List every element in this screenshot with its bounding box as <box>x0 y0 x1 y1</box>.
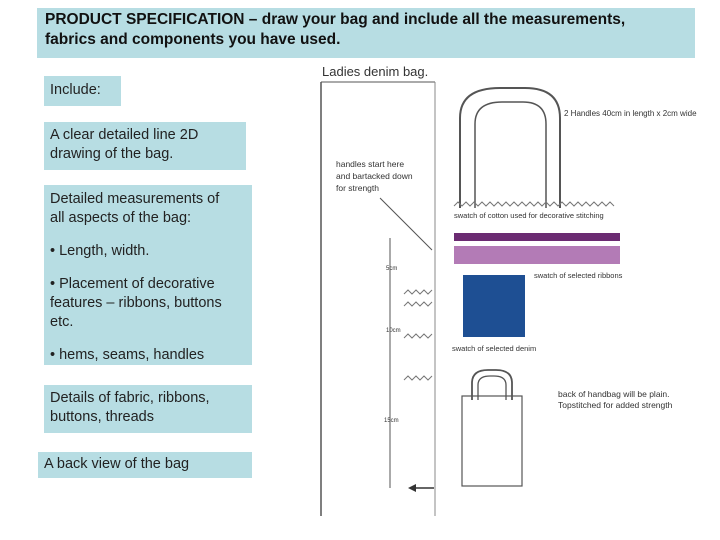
ribbon-swatch-light <box>454 246 620 264</box>
cotton-stitch-swatch <box>454 202 614 206</box>
fabric-text-1: Details of fabric, ribbons, <box>50 390 210 406</box>
handle-start-note-3: for strength <box>336 183 379 193</box>
line-drawing-box <box>44 122 246 170</box>
title-box <box>37 8 695 58</box>
dim-5cm: 5cm <box>386 266 398 272</box>
dim-10cm: 10cm <box>386 328 401 334</box>
ribbon-swatch-dark <box>454 233 620 241</box>
cotton-swatch-label: swatch of cotton used for decorative stitching <box>454 211 604 220</box>
title-line-2: fabrics and components you have used. <box>45 31 341 48</box>
back-note-1: back of handbag will be plain. <box>558 389 670 399</box>
back-view-label: A back view of the bag <box>44 456 190 472</box>
stitch-row-4 <box>404 376 432 380</box>
include-box <box>44 76 121 106</box>
dim-15cm: 15cm <box>384 418 399 424</box>
handle-inner <box>475 102 546 208</box>
back-bag-outline <box>462 396 522 486</box>
back-note-2: Topstitched for added strength <box>558 400 673 410</box>
stitch-row-1 <box>404 290 432 294</box>
measure-text-2: all aspects of the bag: <box>50 210 192 226</box>
handles-note: 2 Handles 40cm in length x 2cm wide <box>564 109 697 118</box>
bullet-length: • Length, width. <box>50 243 150 259</box>
bag-spec-drawing <box>320 58 700 518</box>
bullet-decor-2: features – ribbons, buttons <box>50 295 222 311</box>
bullet-decor-3: etc. <box>50 314 74 330</box>
denim-swatch <box>463 275 525 337</box>
fabric-box <box>44 385 252 433</box>
bottom-arrowhead <box>408 484 416 492</box>
include-label: Include: <box>50 82 101 98</box>
handle-start-leader <box>380 198 432 250</box>
back-view-box <box>38 452 252 478</box>
stitch-row-2 <box>404 302 432 306</box>
handle-start-note-2: and bartacked down <box>336 171 413 181</box>
fabric-text-2: buttons, threads <box>50 409 154 425</box>
measure-text-1: Detailed measurements of <box>50 191 220 207</box>
stitch-row-3 <box>404 334 432 338</box>
title-line-1: PRODUCT SPECIFICATION – draw your bag and include all the measurements, <box>45 11 626 28</box>
denim-swatch-label: swatch of selected denim <box>452 344 537 353</box>
bullet-decor-1: • Placement of decorative <box>50 276 215 292</box>
line-drawing-text-2: drawing of the bag. <box>50 146 174 162</box>
measurements-box <box>44 185 252 365</box>
line-drawing-text-1: A clear detailed line 2D <box>50 127 199 143</box>
sheet-title: Ladies denim bag. <box>322 64 429 79</box>
bullet-hems: • hems, seams, handles <box>50 347 205 363</box>
ribbon-swatch-label: swatch of selected ribbons <box>534 271 623 280</box>
handle-start-note-1: handles start here <box>336 159 405 169</box>
